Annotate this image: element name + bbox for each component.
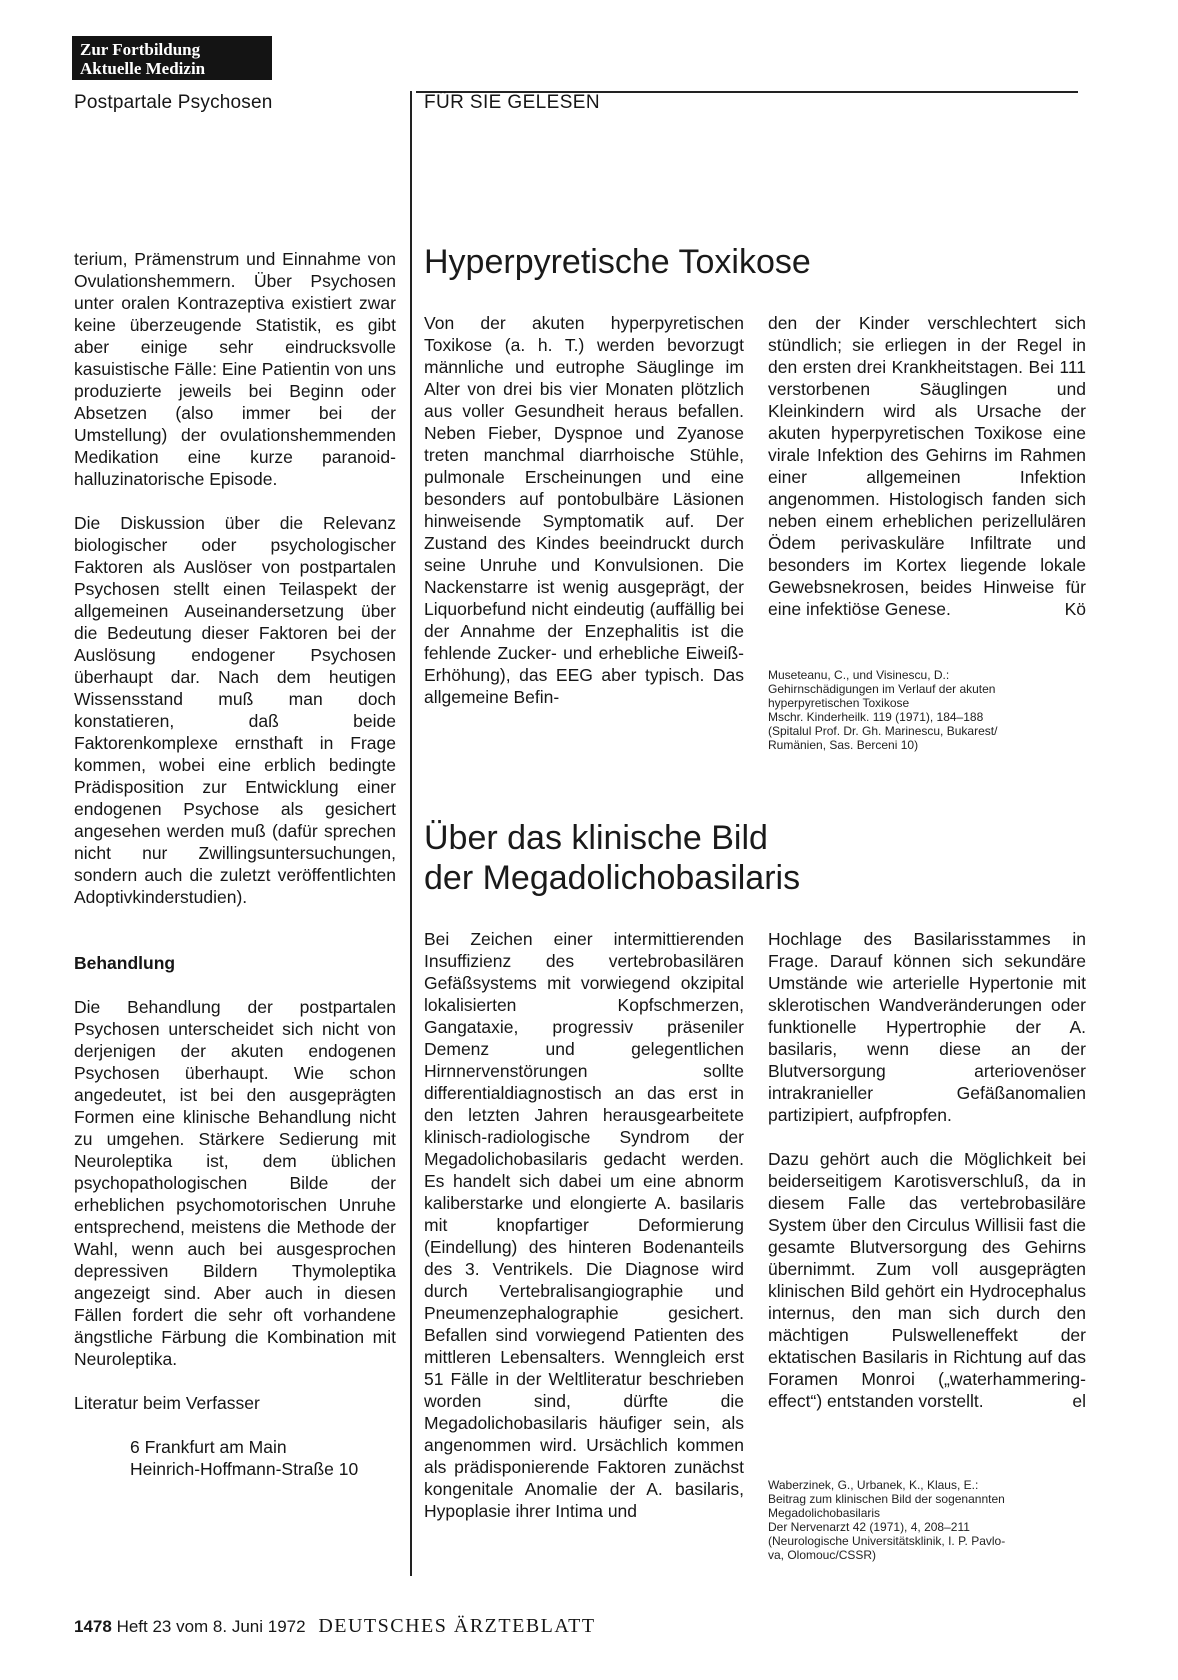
paragraph-2: Die Diskussion über die Relevanz biologischer oder psychologischer Faktoren als Auslöser von postpartalen Psychosen stellt einen Teilaspekt der allgemeinen Auseinandersetzung über die Bedeutung dieser Faktoren bei der Auslösung endogener Psychosen überhaupt dar. Nach dem heutigen Wissensstand muß man doch konstatieren, daß beide Faktorenkomplexe ernsthaft in Frage kommen, wobei eine erblich bedingte Prädisposition zur Entwicklung einer endogenen Psychose als gesichert angesehen werden muß (dafür sprechen nicht nur Zwillingsuntersuchungen, sondern auch die zuletzt veröffentlichten Adoptivkinderstudien). [74, 513, 396, 907]
running-title-right: FÜR SIE GELESEN [424, 92, 600, 113]
article-2-column-2 [768, 928, 1086, 1412]
article-2-reference [768, 1478, 1086, 1562]
paragraph-1: terium, Prämenstrum und Einnahme von Ovulationshemmern. Über Psychosen unter oralen Kontrazeptiva existiert zwar keine überzeugende Statistik, es gibt aber einige sehr eindrucksvolle kasuistische Fälle: Eine Patientin von uns produzierte jeweils bei Beginn oder Absetzen (also immer bei der Umstellung) der ovulationshemmenden Medikation eine kurze paranoid-halluzinatorische Episode. [74, 249, 396, 489]
ref-author: Museteanu, C., und Visinescu, D.: [768, 668, 950, 682]
article-2-paragraph-2-text: Dazu gehört auch die Möglichkeit bei beiderseitigem Karotisverschluß, da in diesem Falle das vertebrobasiläre System über den Circulus Willisii fast die gesamte Blutversorgung des Gehirns übernimmt. Zum voll ausgeprägten klinischen Bild gehört ein Hydrocephalus internus, den man sich durch den mächtigen Pulswelleneffekt der ektatischen Basilaris in Richtung auf das Foramen Monroi („waterhammering-effect“) entstanden vorstellt. [768, 1149, 1086, 1411]
article-title-2-line-2: der Megadolichobasilaris [424, 859, 801, 897]
section-badge [72, 36, 272, 80]
running-title-left: Postpartale Psychosen [74, 92, 273, 113]
address-line-1: 6 Frankfurt am Main [130, 1437, 287, 1457]
ref-journal: Der Nervenarzt 42 (1971), 4, 208–211 [768, 1520, 970, 1534]
article-2-signature: el [1072, 1391, 1086, 1411]
badge-line-1: Zur Fortbildung [80, 40, 201, 59]
paragraph-3: Die Behandlung der postpartalen Psychosen unterscheidet sich nicht von derjenigen der akuten endogenen Psychosen überhaupt. Wie schon angedeutet, ist bei den ausgeprägten Formen eine klinische Behandlung nicht zu umgehen. Stärkere Sedierung mit Neuroleptika ist, dem üblichen psychopathologischen Bilde der erheblichen psychomotorischen Unruhe entsprechend, meistens die Methode der Wahl, wenn auch bei ausgesprochen depressiven Bildern Thymoleptika angezeigt sind. Aber auch in diesen Fällen fordert die sehr oft vorhandene ängstliche Färbung die Kombination mit Neuroleptika. [74, 997, 396, 1369]
section-heading: Behandlung [74, 953, 176, 973]
ref-title-cont: hyperpyretischen Toxikose [768, 696, 910, 710]
article-1-column-1: Von der akuten hyperpyretischen Toxikose (a. h. T.) werden bevorzugt männliche und eutrophe Säuglinge im Alter von drei bis vier Monaten plötzlich aus voller Gesundheit heraus befallen. Neben Fieber, Dyspnoe und Zyanose treten manchmal diarrhoische Stühle, pulmonale Erscheinungen und eine besonders auf pontobulbäre Läsionen hinweisende Symptomatik auf. Der Zustand des Kindes beeindruckt durch seine Unruhe und Konvulsionen. Die Nackenstarre ist wenig ausgeprägt, der Liquorbefund nicht eindeutig (auffällig bei der Annahme der Enzephalitis ist die fehlende Zucker- und erhebliche Eiweiß-Erhöhung), das EEG aber typisch. Das allgemeine Befin- [424, 313, 744, 707]
ref-address-cont: Rumänien, Sas. Berceni 10) [768, 738, 919, 752]
issue-info: Heft 23 vom 8. Juni 1972 [116, 1617, 306, 1636]
ref-address: (Neurologische Universitätsklinik, I. P. Pavlo- [768, 1534, 1006, 1548]
page-footer [74, 1615, 596, 1638]
article-2-paragraph-1: Hochlage des Basilarisstammes in Frage. Darauf können sich sekundäre Umstände wie arterielle Hypertonie mit sklerotischen Wandveränderungen oder funktionelle Hypertrophie der A. basilaris, wenn diese an der Blutversorgung arteriovenöser intrakranieller Gefäßanomalien partizipiert, aufpfropfen. [768, 929, 1086, 1125]
article-1-reference [768, 668, 1086, 752]
article-1-column-2-text: den der Kinder verschlechtert sich stündlich; sie erliegen in der Regel in den ersten drei Krankheitstagen. Bei 111 verstorbenen Säuglingen und Kleinkindern wird als Ursache der akuten hyperpyretischen Toxikose eine virale Infektion des Gehirns im Rahmen einer allgemeinen Infektion angenommen. Histologisch fanden sich neben einem erheblichen perizellulären Ödem perivaskuläre Infiltrate und besonders im Kortex liegende lokale Gewebsnekrosen, beides Hinweise für eine infektiöse Genese. [768, 313, 1086, 619]
ref-journal: Mschr. Kinderheilk. 119 (1971), 184–188 [768, 710, 984, 724]
article-1-signature: Kö [1064, 599, 1086, 619]
article-title-2 [424, 818, 800, 898]
magazine-name: DEUTSCHES ÄRZTEBLATT [318, 1615, 596, 1637]
article-2-column-1: Bei Zeichen einer intermittierenden Insuffizienz des vertebrobasilären Gefäßsystems mit vorwiegend okzipital lokalisierten Kopfschmerzen, Gangataxie, progressiv präseniler Demenz und gelegentlichen Hirnnervenstörungen sollte differentialdiagnostisch an das erst in den letzten Jahren herausgearbeitete klinisch-radiologische Syndrom der Megadolichobasilaris gedacht werden. Es handelt sich dabei um eine abnorm kaliberstarke und elongierte A. basilaris mit knopfartiger Deformierung (Eindellung) des hinteren Bodenanteils des 3. Ventrikels. Die Diagnose wird durch Vertebralisangiographie und Pneumenzephalographie gesichert. Befallen sind vorwiegend Patienten des mittleren Lebensalters. Wenngleich erst 51 Fälle in der Weltliteratur beschrieben worden sind, dürfte die Megadolichobasilaris häufiger sein, als angenommen wird. Ursächlich kommen als prädisponierende Faktoren zunächst kongenitale Anomalie der A. basilaris, Hypoplasie ihrer Intima und [424, 929, 744, 1521]
article-2-paragraph-2 [768, 1148, 1086, 1412]
ref-address-cont: va, Olomouc/CSSR) [768, 1548, 877, 1562]
page-number: 1478 [74, 1617, 112, 1636]
badge-line-2: Aktuelle Medizin [80, 59, 206, 78]
article-1-column-2 [768, 312, 1086, 620]
article-title-2-line-1: Über das klinische Bild [424, 819, 768, 857]
literature-note: Literatur beim Verfasser [74, 1393, 260, 1413]
ref-title-cont: Megadolichobasilaris [768, 1506, 881, 1520]
ref-title: Gehirnschädigungen im Verlauf der akuten [768, 682, 996, 696]
left-column [74, 248, 396, 1480]
column-divider [410, 91, 412, 1576]
address-line-2: Heinrich-Hoffmann-Straße 10 [130, 1459, 359, 1479]
ref-title: Beitrag zum klinischen Bild der sogenannten [768, 1492, 1005, 1506]
ref-author: Waberzinek, G., Urbanek, K., Klaus, E.: [768, 1478, 979, 1492]
ref-address: (Spitalul Prof. Dr. Gh. Marinescu, Bukarest/ [768, 724, 998, 738]
article-title-1: Hyperpyretische Toxikose [424, 243, 811, 281]
